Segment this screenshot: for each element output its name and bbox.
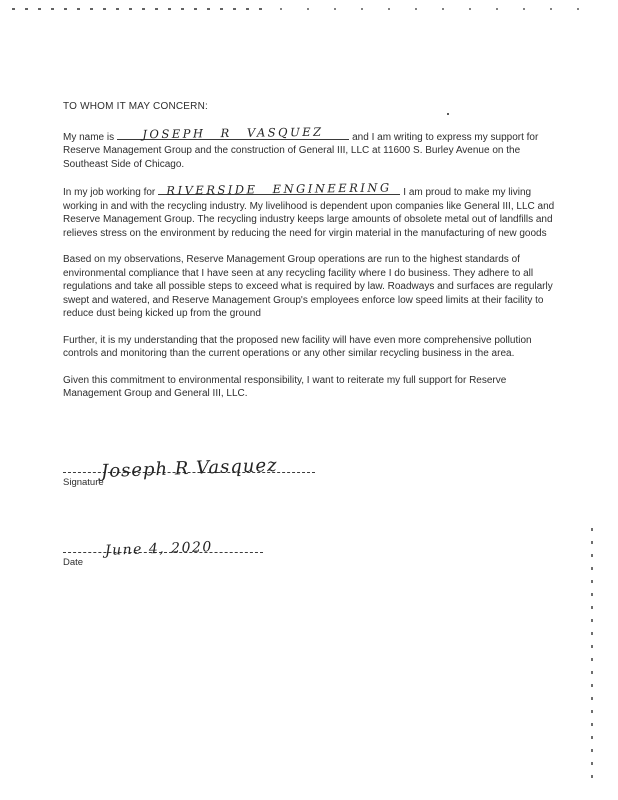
paragraph-job <box>63 179 560 240</box>
intro-before-blank: My name is <box>63 131 115 143</box>
handwritten-name: JOSEPH R VASQUEZ <box>142 124 324 142</box>
date-block <box>63 528 263 570</box>
job-after-blank: I am proud to make my living working in and with the recycling industry. My livelihood is dependent upon companies like General III, LLC and Reserve Management Group. The recycling industry keeps large amounts of obsolete metal out of landfills and relieves stress on the environment by reducing the need for virgin material in the manufacturing of new goods <box>63 187 555 239</box>
salutation: TO WHOM IT MAY CONCERN: <box>63 101 208 112</box>
scan-artifact-top-left <box>12 8 267 10</box>
scan-artifact-top-right <box>280 8 580 10</box>
paragraph-intro <box>63 124 560 172</box>
handwritten-signature: Joseph R Vasquez <box>100 454 278 483</box>
handwritten-date: June 4, 2020 <box>104 538 214 559</box>
paragraph-further: Further, it is my understanding that the proposed new facility will have even more comprehensive pollution controls and monitoring than the current operations or any other similar recycling business in the area. <box>63 334 532 359</box>
intro-after-blank: and I am writing to express my support for Reserve Management Group and the construction of General III, LLC at 11600 S. Burley Avenue on the Southeast Side of Chicago. <box>63 131 539 170</box>
handwritten-company: RIVERSIDE ENGINEERING <box>166 179 392 198</box>
scan-artifact-right-edge <box>591 528 593 780</box>
signature-block <box>63 448 315 490</box>
name-fill-in-blank <box>117 124 349 142</box>
job-before-blank: In my job working for <box>63 187 156 198</box>
signature-label: Signature <box>63 476 104 488</box>
paragraph-observations: Based on my observations, Reserve Management Group operations are run to the highest standards of environmental compliance that I have seen at any recycling facility where I do business. They adhere to all regulations and take all possible steps to exceed what is required by law. Roadways and surfaces are regularly swept and watered, and Reserve Management Group's employees enforce low speed limits at their facility to reduce dust being kicked up from the ground <box>63 254 553 319</box>
date-label: Date <box>63 557 84 568</box>
paragraph-closing: Given this commitment to environmental responsibility, I want to reiterate my full support for Reserve Management Group and General III, LLC. <box>63 374 507 399</box>
letter-body <box>63 100 560 570</box>
company-fill-in-blank <box>158 179 400 198</box>
date-line <box>63 528 263 559</box>
